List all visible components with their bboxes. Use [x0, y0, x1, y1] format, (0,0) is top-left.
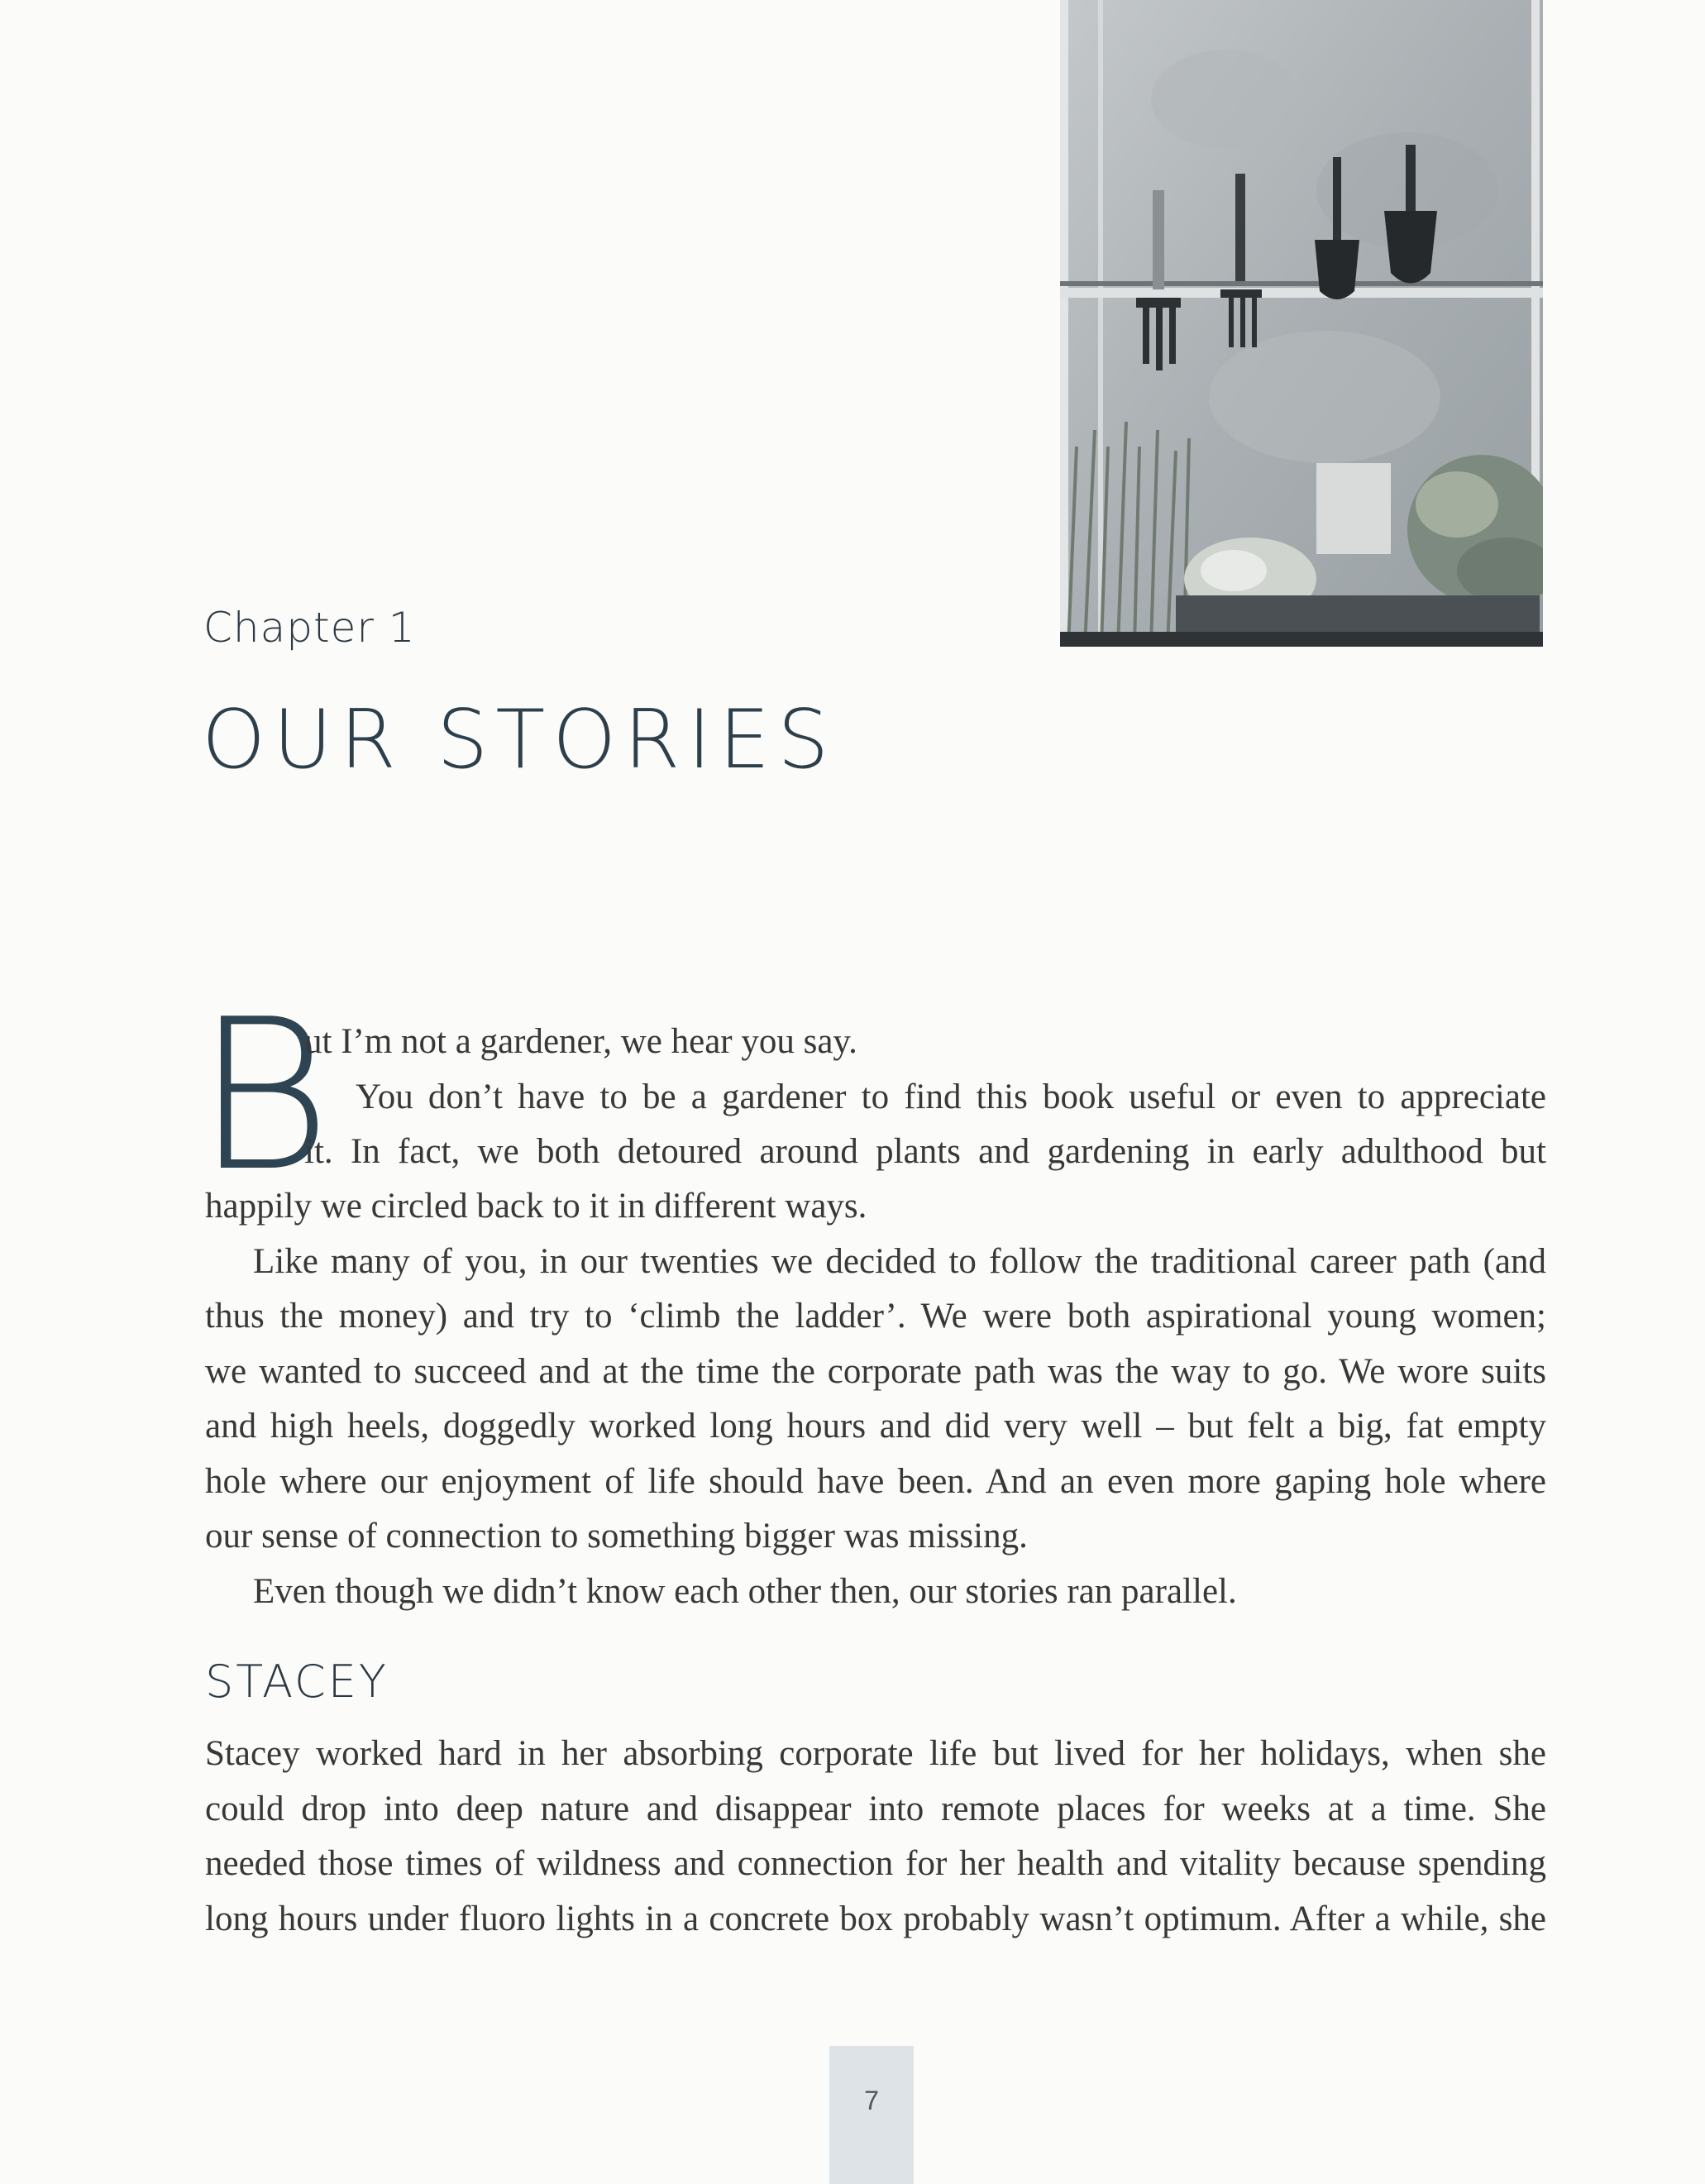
intro-block-full-lines — [205, 1179, 1546, 1619]
body-line: Even though we didn’t know each other then, our stories ran parallel. — [253, 1571, 1237, 1611]
body-line: ut I’m not a gardener, we hear you say. — [304, 1022, 857, 1061]
body-line: happily we circled back to it in different ways. — [205, 1187, 867, 1226]
drop-cap: B — [195, 975, 332, 1217]
body-line: it. In fact, we both detoured around plants and gardening in early adulthood but — [304, 1132, 1546, 1171]
chapter-label: Chapter 1 — [203, 604, 416, 652]
section-heading: STACEY — [205, 1656, 389, 1708]
body-line: You don’t have to be a gardener to find this book useful or even to appreciate — [356, 1077, 1546, 1116]
body-line: could drop into deep nature and disappear into remote places for weeks at a time. She — [205, 1789, 1546, 1828]
body-line: long hours under fluoro lights in a concrete box probably wasn’t optimum. After a while, she — [205, 1899, 1546, 1938]
body-line: and high heels, doggedly worked long hours and did very well – but felt a big, fat empty — [205, 1407, 1546, 1446]
body-line: Like many of you, in our twenties we decided to follow the traditional career path (and — [253, 1241, 1546, 1281]
body-line: needed those times of wildness and connection for her health and vitality because spending — [205, 1844, 1546, 1883]
intro-block-drop-cap-lines — [304, 1015, 1546, 1180]
body-line: thus the money) and try to ‘climb the ladder’. We were both aspirational young women; — [205, 1297, 1546, 1336]
body-line: we wanted to succeed and at the time the corporate path was the way to go. We wore suits — [205, 1351, 1546, 1391]
body-line: Stacey worked hard in her absorbing corporate life but lived for her holidays, when she — [205, 1734, 1546, 1773]
section-body — [205, 1727, 1546, 1947]
page-number: 7 — [864, 2086, 879, 2115]
body-line: hole where our enjoyment of life should have been. And an even more gaping hole where — [205, 1461, 1546, 1501]
page-number-tab — [829, 2046, 914, 2184]
garden-tools-illustration — [1060, 0, 1543, 647]
garden-tools-photo — [1060, 0, 1543, 647]
chapter-title: OUR STORIES — [202, 693, 837, 787]
body-line: our sense of connection to something bigger was missing. — [205, 1517, 1028, 1556]
